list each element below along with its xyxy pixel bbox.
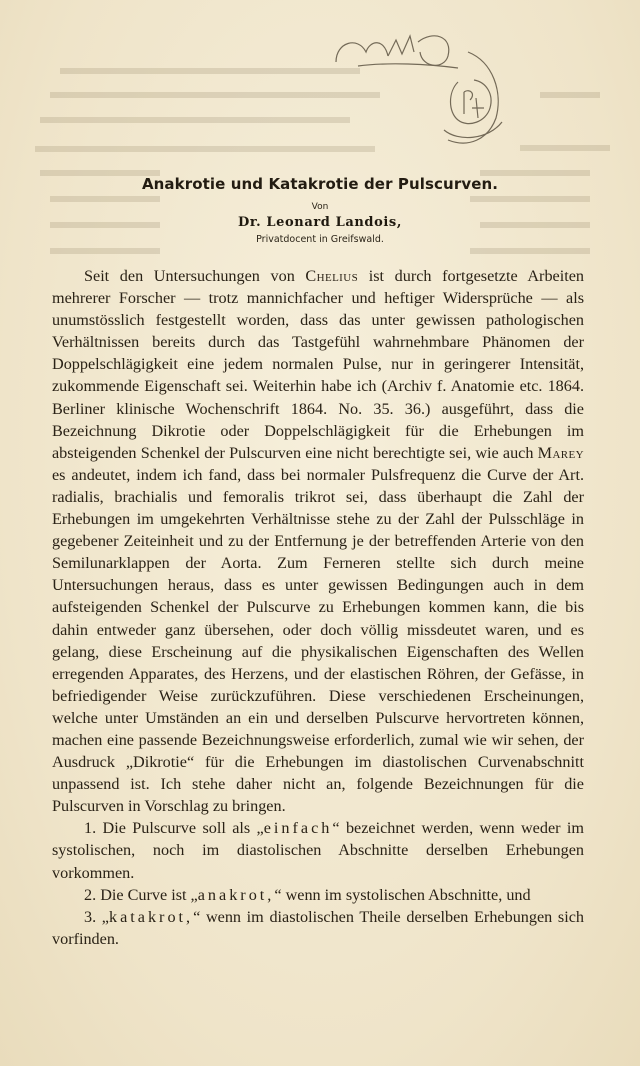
byline-von: Von: [311, 202, 329, 212]
article-body: [52, 265, 584, 950]
list-item: 3. „katakrot,“ wenn im diastolischen Theile derselben Erhebungen sich vorfinden.: [52, 907, 584, 948]
list-item: 1. Die Pulscurve soll als „einfach“ bezeichnet werden, wenn weder im systolischen, noch im diastolischen Abschnitte derselben Erhebungen vorkommen.: [52, 819, 584, 882]
article-title: Anakrotie und Katakrotie der Pulscurven.: [141, 175, 499, 193]
definition-list: [52, 817, 584, 950]
paragraph-1: Seit den Untersuchungen von Chelius ist durch fortgesetzte Arbeiten mehrerer Forscher — trotz mannichfacher und heftiger Widersprüche — als unumstösslich festgestellt worden, dass das unter gewissen pathologischen Verhältnissen bereits durch das Tastgefühl wahrnehmbare Phänomen der Doppelschlägigkeit eine jedem normalen Pulse, nur in geringerer Intensität, zukommende Eigenschaft sei. Weiterhin habe ich (Archiv f. Anatomie etc. 1864. Berliner klinische Wochenschrift 1864. No. 35. 36.) ausgeführt, dass die Bezeichnung Dikrotie oder Doppelschlägigkeit für die Erhebungen im absteigenden Schenkel der Pulscurven eine nicht berechtigte sei, wie auch Marey es andeutet, indem ich fand, dass bei normaler Pulsfrequenz die Curve der Art. radialis, brachialis und femoralis trikrot sei, dass überhaupt die Zahl der Erhebungen im umgekehrten Verhältnisse stehe zu der Zahl der Pulsschläge in gegebener Zeiteinheit und zu der Entfernung je der betreffenden Arterie von den Semilunarklappen der Aorta. Zum Ferneren stellte sich durch meine Untersuchungen heraus, dass es unter gewissen Bedingungen auch in dem aufsteigenden Schenkel der Pulscurve zu Erhebungen kommen kann, die bis dahin entweder ganz übersehen, oder doch völlig missdeutet waren, und es gelang, diese Erscheinung auf die physikalischen Eigenschaften des Wellen erregenden Apparates, des Herzens, und der elastischen Röhren, der Gefässe, in befriedigender Weise zurückzuführen. Diese verschiedenen Erscheinungen, welche unter Umständen an ein und derselben Pulscurve hervortreten können, machen eine passende Bezeichnungsweise erforderlich, zumal wie wir sehen, der Ausdruck „Dikrotie“ für die Erhebungen im diastolischen Curvenabschnitt unpassend ist. Ich stehe daher nicht an, folgende Bezeichnungen für die Pulscurven in Vorschlag zu bringen.: [52, 267, 584, 816]
library-stamp-icon: [318, 22, 518, 152]
list-item: 2. Die Curve ist „anakrot,“ wenn im systolischen Abschnitte, und: [84, 885, 531, 904]
author-name: Dr. Leonard Landois,: [238, 215, 402, 230]
author-affiliation: Privatdocent in Greifswald.: [256, 234, 384, 245]
